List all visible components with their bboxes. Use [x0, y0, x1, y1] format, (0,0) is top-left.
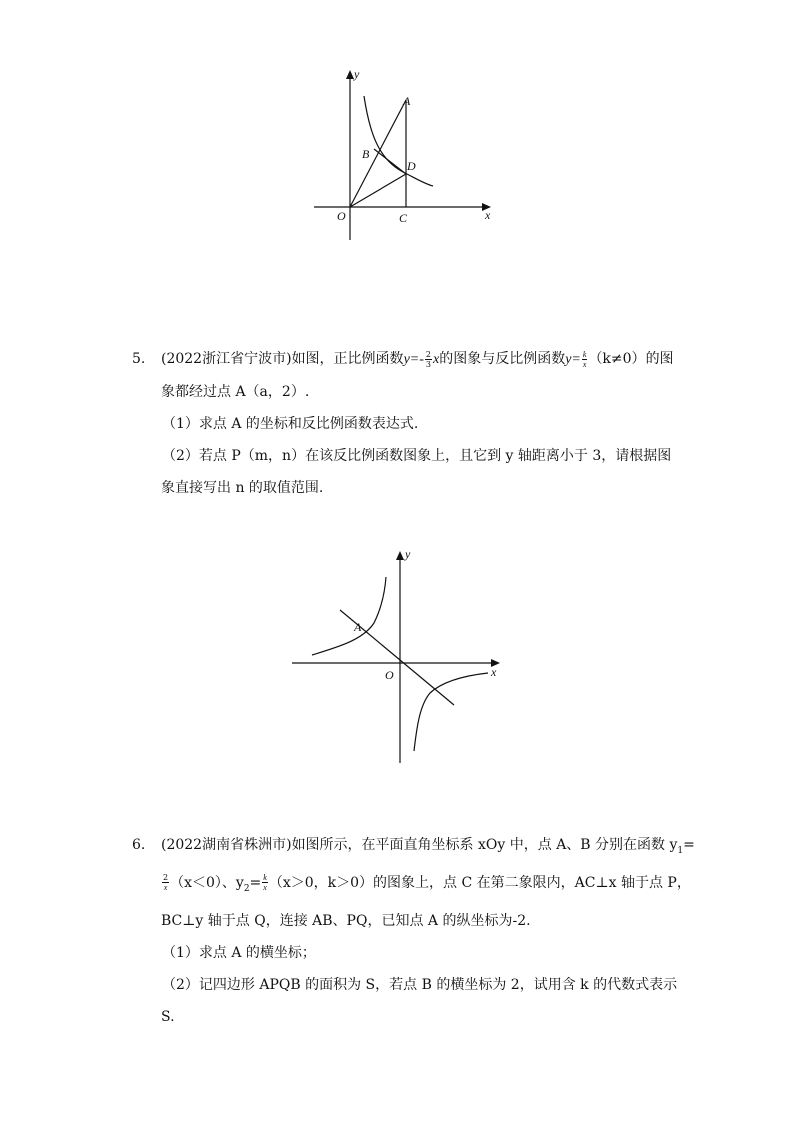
y-axis-arrow [346, 70, 354, 79]
label-D: D [407, 159, 416, 173]
label-A: A [403, 94, 411, 108]
label-O: O [385, 668, 394, 682]
fraction: $\frac{2}{3}$ [425, 349, 431, 369]
problem-5 [132, 343, 674, 504]
label-x: x [491, 665, 497, 679]
problem-6 [132, 829, 695, 1033]
figure-1 [310, 66, 500, 250]
hyperbola-branch-left [312, 577, 386, 655]
y-axis-arrow [396, 551, 404, 560]
hyperbola-branch-right [414, 673, 488, 751]
question-2-cont: S. [161, 1008, 175, 1025]
label-y: y [354, 67, 360, 81]
fraction: $\frac{2}{x}$ [163, 873, 169, 893]
figure-2-graph [288, 545, 508, 770]
problem-line-2: 象都经过点 A（a，2）. [161, 384, 310, 400]
label-B: B [362, 147, 370, 161]
question-2: （2）记四边形 APQB 的面积为 S，若点 B 的横坐标为 2，试用含 k 的代数式表示 [162, 976, 678, 993]
question-2: （2）若点 P（m，n）在该反比例函数图象上，且它到 y 轴距离小于 3，请根据图 [162, 448, 672, 464]
figure-1-graph [310, 66, 500, 246]
problem-line-1: (2022浙江省宁波市)如图，正比例函数y=- $\frac{2}{3}$ x的图象与反比例函数y= $\frac{k}{x}$ （k≠0）的图 [161, 349, 674, 369]
label-A: A [354, 620, 362, 634]
figure-2 [288, 545, 508, 774]
question-1: （1）求点 A 的横坐标； [162, 944, 316, 961]
label-O: O [337, 209, 346, 223]
label-C: C [399, 211, 408, 225]
problem-line-1: (2022湖南省株洲市)如图所示，在平面直角坐标系 xOy 中，点 A、B 分别在函数 $y_1=$ [161, 837, 695, 856]
question-2-cont: 象直接写出 n 的取值范围. [161, 480, 324, 496]
label-y: y [405, 547, 411, 561]
fraction: $\frac{k}{x}$ [263, 873, 267, 893]
question-1: （1）求点 A 的坐标和反比例函数表达式. [162, 416, 419, 432]
problem-number: 6. [132, 837, 146, 853]
fraction: $\frac{k}{x}$ [582, 349, 587, 369]
problem-line-2: $\frac{2}{x}$ （x＜0）、$y_2=$ $\frac{k}{x}$ （x＞0，k＞0）的图象上，点 C 在第二象限内，AC⊥x 轴于点 P， [163, 873, 691, 894]
hyperbola-curve [364, 96, 433, 186]
line-BD [374, 149, 406, 174]
problem-number: 5. [132, 351, 146, 367]
label-x: x [485, 208, 491, 222]
problem-line-3: BC⊥y 轴于点 Q，连接 AB、PQ，已知点 A 的纵坐标为-2. [161, 912, 531, 929]
